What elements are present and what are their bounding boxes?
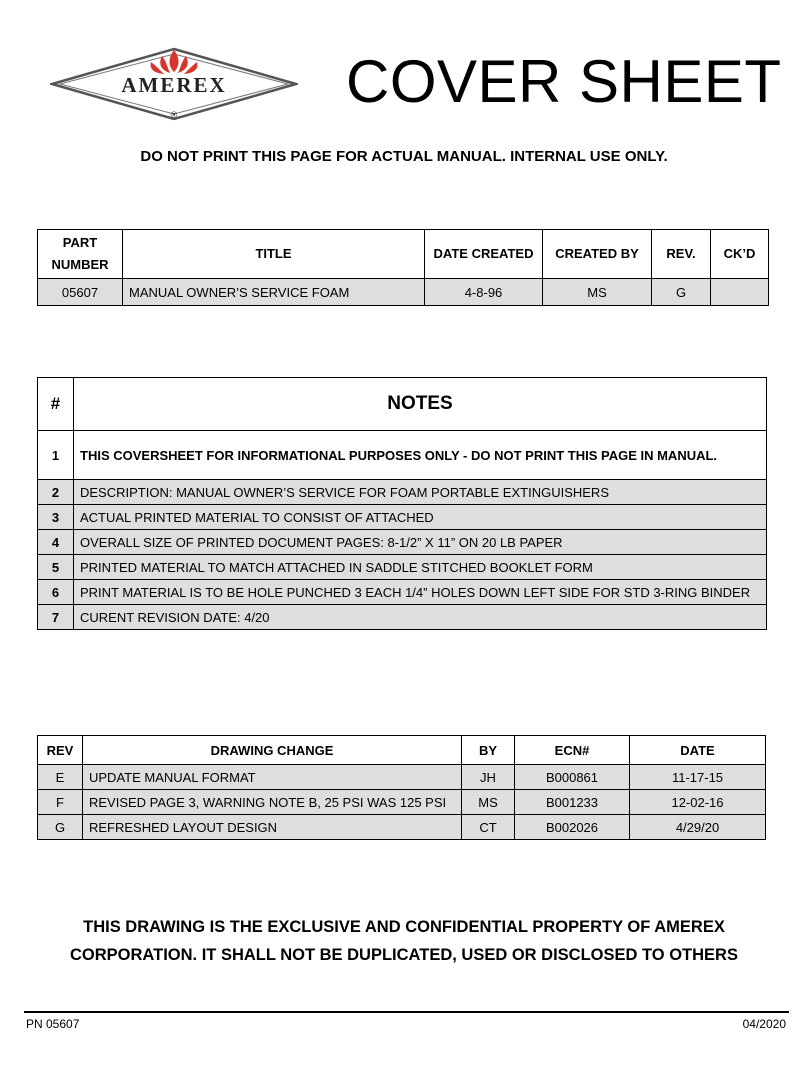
cover-sheet-title: COVER SHEET — [346, 48, 782, 115]
notes-number-header: # — [38, 378, 74, 431]
footer-divider — [24, 1011, 789, 1013]
note-number: 1 — [38, 431, 74, 480]
revision-row — [38, 815, 766, 840]
note-number: 2 — [38, 480, 74, 505]
revision-row — [38, 790, 766, 815]
date-created-cell: 4-8-96 — [425, 279, 543, 306]
revision-history-table — [37, 735, 766, 840]
revision-by: MS — [462, 790, 515, 815]
revision-row — [38, 765, 766, 790]
header-rev: REV — [38, 736, 83, 765]
note-text: PRINTED MATERIAL TO MATCH ATTACHED IN SADDLE STITCHED BOOKLET FORM — [74, 555, 767, 580]
revision-change: REVISED PAGE 3, WARNING NOTE B, 25 PSI WAS 125 PSI — [83, 790, 462, 815]
note-text: THIS COVERSHEET FOR INFORMATIONAL PURPOSES ONLY - DO NOT PRINT THIS PAGE IN MANUAL. — [74, 431, 767, 480]
part-title-cell: MANUAL OWNER’S SERVICE FOAM — [123, 279, 425, 306]
revision-ecn: B002026 — [515, 815, 630, 840]
note-number: 5 — [38, 555, 74, 580]
header-rev: REV. — [652, 230, 711, 279]
header-ecn: ECN# — [515, 736, 630, 765]
note-row — [38, 431, 767, 480]
created-by-cell: MS — [543, 279, 652, 306]
registered-mark: ® — [170, 110, 178, 120]
revision-date: 4/29/20 — [630, 815, 766, 840]
confidentiality-line-1: THIS DRAWING IS THE EXCLUSIVE AND CONFIDENTIAL PROPERTY OF AMEREX — [83, 918, 725, 936]
header-created-by: CREATED BY — [543, 230, 652, 279]
notes-table — [37, 377, 767, 630]
part-table-row — [38, 279, 769, 306]
part-number-cell: 05607 — [38, 279, 123, 306]
revision-change: UPDATE MANUAL FORMAT — [83, 765, 462, 790]
revision-by: CT — [462, 815, 515, 840]
revision-header-row — [38, 736, 766, 765]
footer-part-number: PN 05607 — [26, 1017, 80, 1031]
part-info-table — [37, 229, 769, 306]
note-number: 3 — [38, 505, 74, 530]
revision-letter: G — [38, 815, 83, 840]
confidentiality-line-2: CORPORATION. IT SHALL NOT BE DUPLICATED, USED OR DISCLOSED TO OTHERS — [70, 946, 738, 964]
confidentiality-notice — [0, 913, 808, 969]
revision-letter: F — [38, 790, 83, 815]
note-number: 7 — [38, 605, 74, 630]
note-row — [38, 480, 767, 505]
revision-date: 12-02-16 — [630, 790, 766, 815]
note-text: ACTUAL PRINTED MATERIAL TO CONSIST OF ATTACHED — [74, 505, 767, 530]
ckd-cell — [711, 279, 769, 306]
internal-use-warning: DO NOT PRINT THIS PAGE FOR ACTUAL MANUAL. INTERNAL USE ONLY. — [140, 148, 668, 165]
revision-ecn: B001233 — [515, 790, 630, 815]
header-date-created: DATE CREATED — [425, 230, 543, 279]
note-text: OVERALL SIZE OF PRINTED DOCUMENT PAGES: 8-1/2” X 11” ON 20 LB PAPER — [74, 530, 767, 555]
note-row — [38, 580, 767, 605]
note-number: 6 — [38, 580, 74, 605]
revision-date: 11-17-15 — [630, 765, 766, 790]
note-row — [38, 505, 767, 530]
header-part-number: PART NUMBER — [38, 230, 123, 279]
header-title: TITLE — [123, 230, 425, 279]
header-by: BY — [462, 736, 515, 765]
revision-ecn: B000861 — [515, 765, 630, 790]
header-date: DATE — [630, 736, 766, 765]
note-row — [38, 530, 767, 555]
footer-date: 04/2020 — [742, 1017, 786, 1031]
note-row — [38, 605, 767, 630]
revision-by: JH — [462, 765, 515, 790]
logo-brand-text: AMEREX — [121, 73, 227, 97]
part-table-header-row — [38, 230, 769, 279]
note-text: PRINT MATERIAL IS TO BE HOLE PUNCHED 3 EACH 1/4” HOLES DOWN LEFT SIDE FOR STD 3-RING BINDER — [74, 580, 767, 605]
header-drawing-change: DRAWING CHANGE — [83, 736, 462, 765]
amerex-logo — [50, 42, 298, 126]
revision-letter: E — [38, 765, 83, 790]
header-ckd: CK’D — [711, 230, 769, 279]
revision-change: REFRESHED LAYOUT DESIGN — [83, 815, 462, 840]
notes-header-row — [38, 378, 767, 431]
note-number: 4 — [38, 530, 74, 555]
notes-header: NOTES — [74, 378, 767, 431]
note-text: DESCRIPTION: MANUAL OWNER’S SERVICE FOR FOAM PORTABLE EXTINGUISHERS — [74, 480, 767, 505]
note-text: CURENT REVISION DATE: 4/20 — [74, 605, 767, 630]
rev-cell: G — [652, 279, 711, 306]
note-row — [38, 555, 767, 580]
